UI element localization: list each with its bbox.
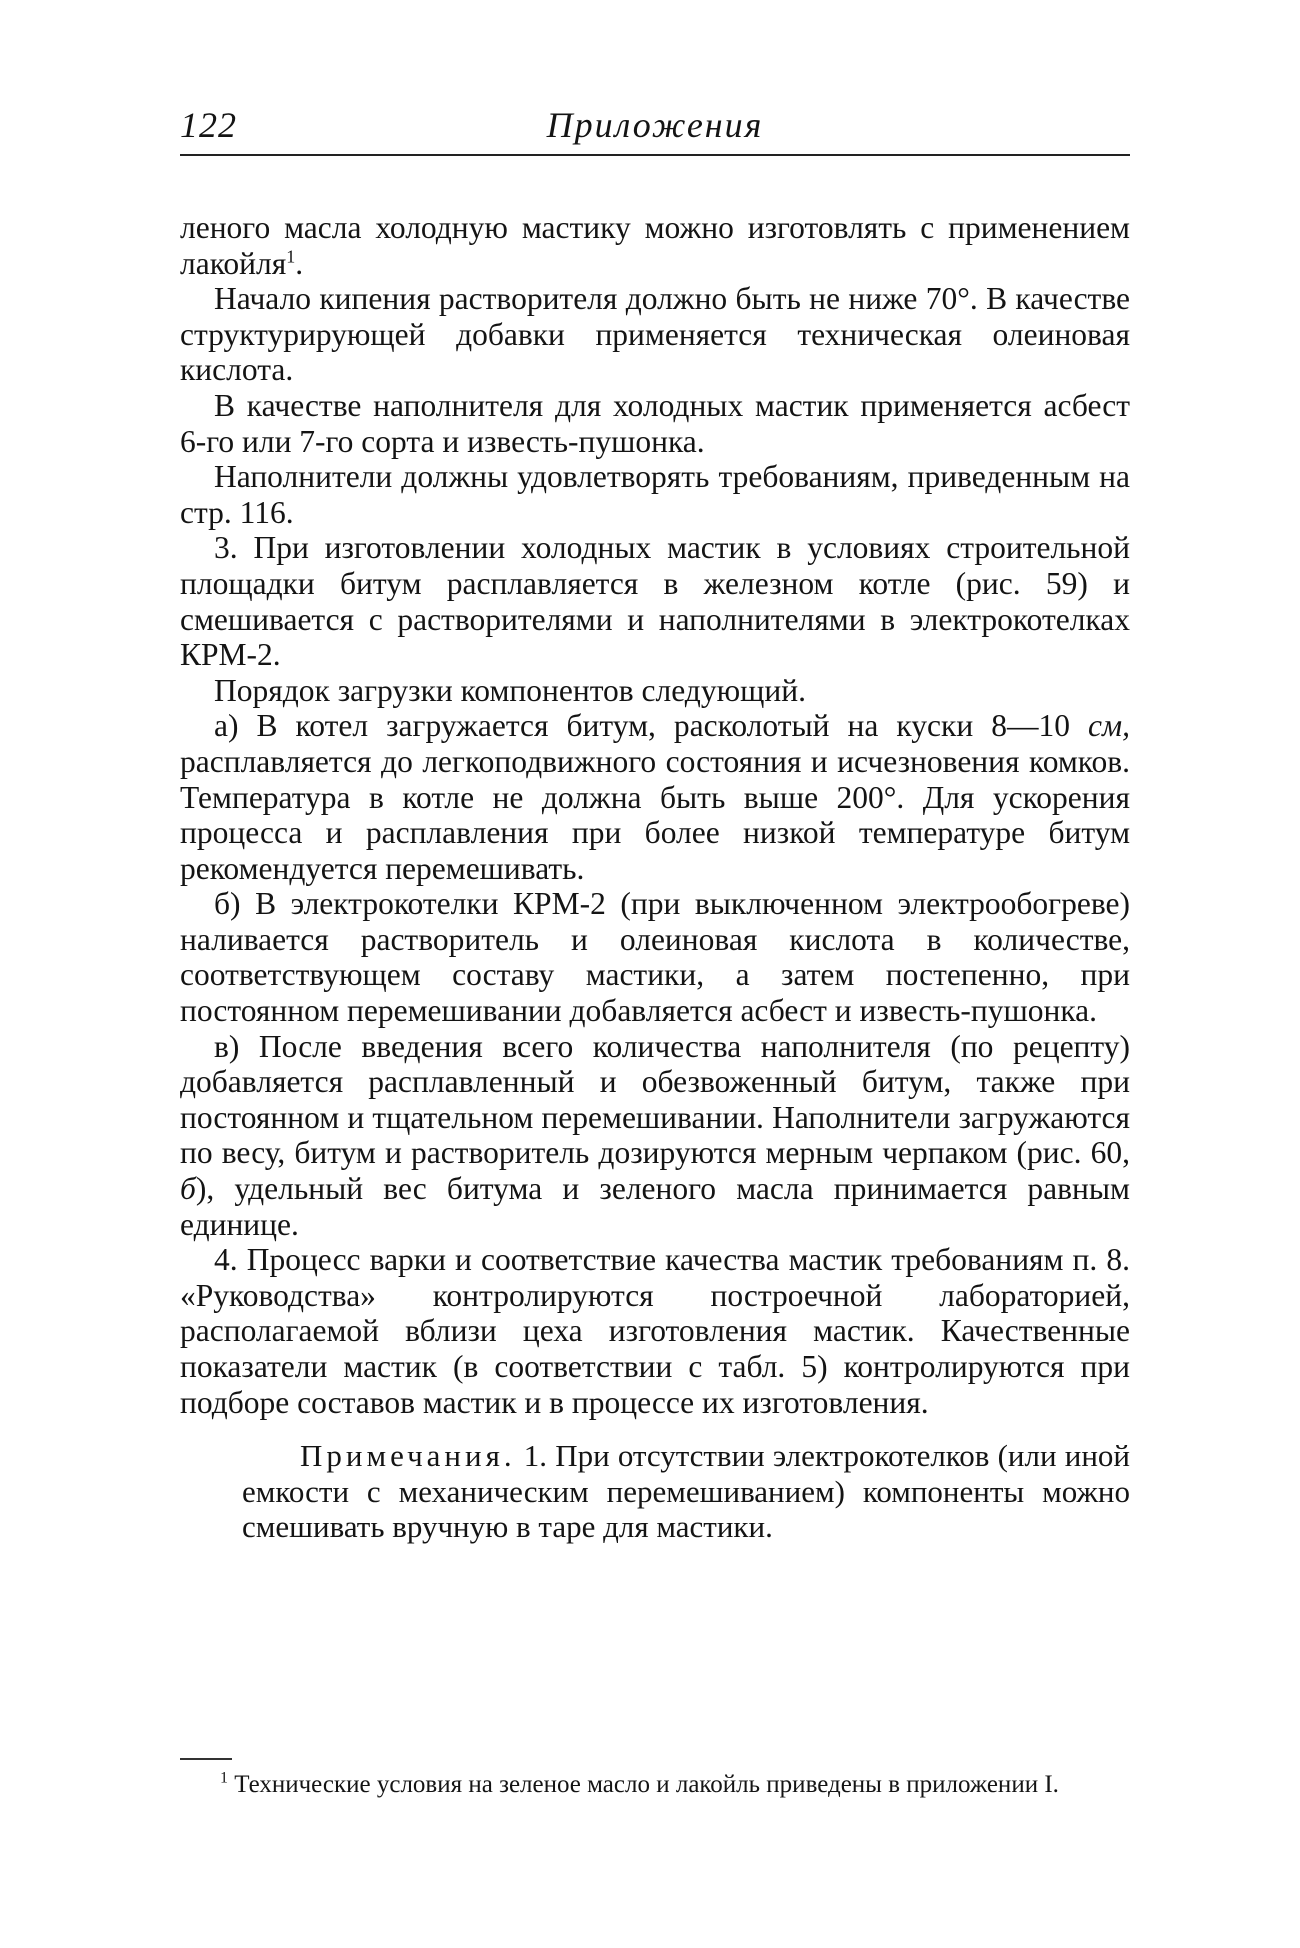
section-title: Приложения <box>546 105 764 145</box>
paragraph-text: а) В котел загружается битум, расколотый на куски 8—10 <box>214 708 1089 744</box>
paragraph-step-b: б) В электрокотелки КРМ-2 (при выключенном электрообогреве) наливается растворитель и олеиновая кислота в количестве, соответствующем составу мастики, а затем постепенно, при постоянном перемешивании добавляется асбест и известь-пушонка. <box>180 886 1130 1029</box>
footnote-text: Технические условия на зеленое масло и лакойль приведены в приложении I. <box>228 1771 1059 1798</box>
note-paragraph <box>242 1438 1130 1545</box>
page-number: 122 <box>180 105 237 145</box>
paragraph-text: ), удельный вес битума и зеленого масла принимается равным единице. <box>180 1171 1130 1242</box>
paragraph-text: в) После введения всего количества наполнителя (по рецепту) добавляется расплавленный и обезвоженный битум, также при постоянном и тщательном перемешивании. Наполнители загружаются по весу, битум и растворитель дозируются мерным черпаком (рис. 60, <box>180 1028 1130 1171</box>
paragraph-boiling-point: Начало кипения растворителя должно быть не ниже 70°. В качестве структурирующей добавки применяется техническая олеиновая кислота. <box>180 281 1130 388</box>
footnote-mark: 1 <box>220 1769 228 1787</box>
unit-italic: см, <box>1088 708 1130 744</box>
paragraph-filler: В качестве наполнителя для холодных мастик применяется асбест 6-го или 7-го сорта и известь-пушонка. <box>180 387 1130 459</box>
paragraph-loading-order: Порядок загрузки компонентов следующий. <box>214 672 806 708</box>
paragraph-continuation <box>180 210 1130 281</box>
running-head <box>180 104 1130 152</box>
header-rule <box>180 154 1130 156</box>
book-page <box>180 0 1130 1948</box>
paragraph-step-a <box>180 708 1130 886</box>
footnote-reference: 1 <box>286 246 296 267</box>
paragraph-step-v <box>180 1029 1130 1243</box>
note-label: Примечания. <box>300 1438 516 1474</box>
paragraph-punctuation: . <box>295 245 304 281</box>
body-text <box>180 210 1130 1545</box>
figure-ref-italic: б <box>180 1171 196 1207</box>
footnote <box>180 1770 1130 1800</box>
paragraph-text: леного масла холодную мастику можно изготовлять с применением лакойля <box>180 210 1130 281</box>
note-text: 1. При отсутствии электрокотелков (или иной емкости с механическим перемешиванием) компоненты можно смешивать вручную в таре для мастики. <box>242 1438 1130 1545</box>
paragraph-filler-requirements: Наполнители должны удовлетворять требованиям, приведенным на стр. 116. <box>180 459 1130 530</box>
paragraph-text: расплавляется до легкоподвижного состояния и исчезновения комков. Температура в котле не должна быть выше 200°. Для ускорения процесса и расплавления при более низкой температуре битум рекомендуется перемешивать. <box>180 743 1130 886</box>
paragraph-item-3: 3. При изготовлении холодных мастик в условиях строительной площадки битум расплавляется в железном котле (рис. 59) и смешивается с растворителями и наполнителями в электрокотелках КРМ-2. <box>180 530 1130 673</box>
footnote-rule <box>180 1758 232 1760</box>
paragraph-item-4: 4. Процесс варки и соответствие качества мастик требованиям п. 8. «Руководства» контролируются построечной лабораторией, располагаемой вблизи цеха изготовления мастик. Качественные показатели мастик (в соответствии с табл. 5) контролируются при подборе составов мастик и в процессе их изготовления. <box>180 1242 1130 1420</box>
